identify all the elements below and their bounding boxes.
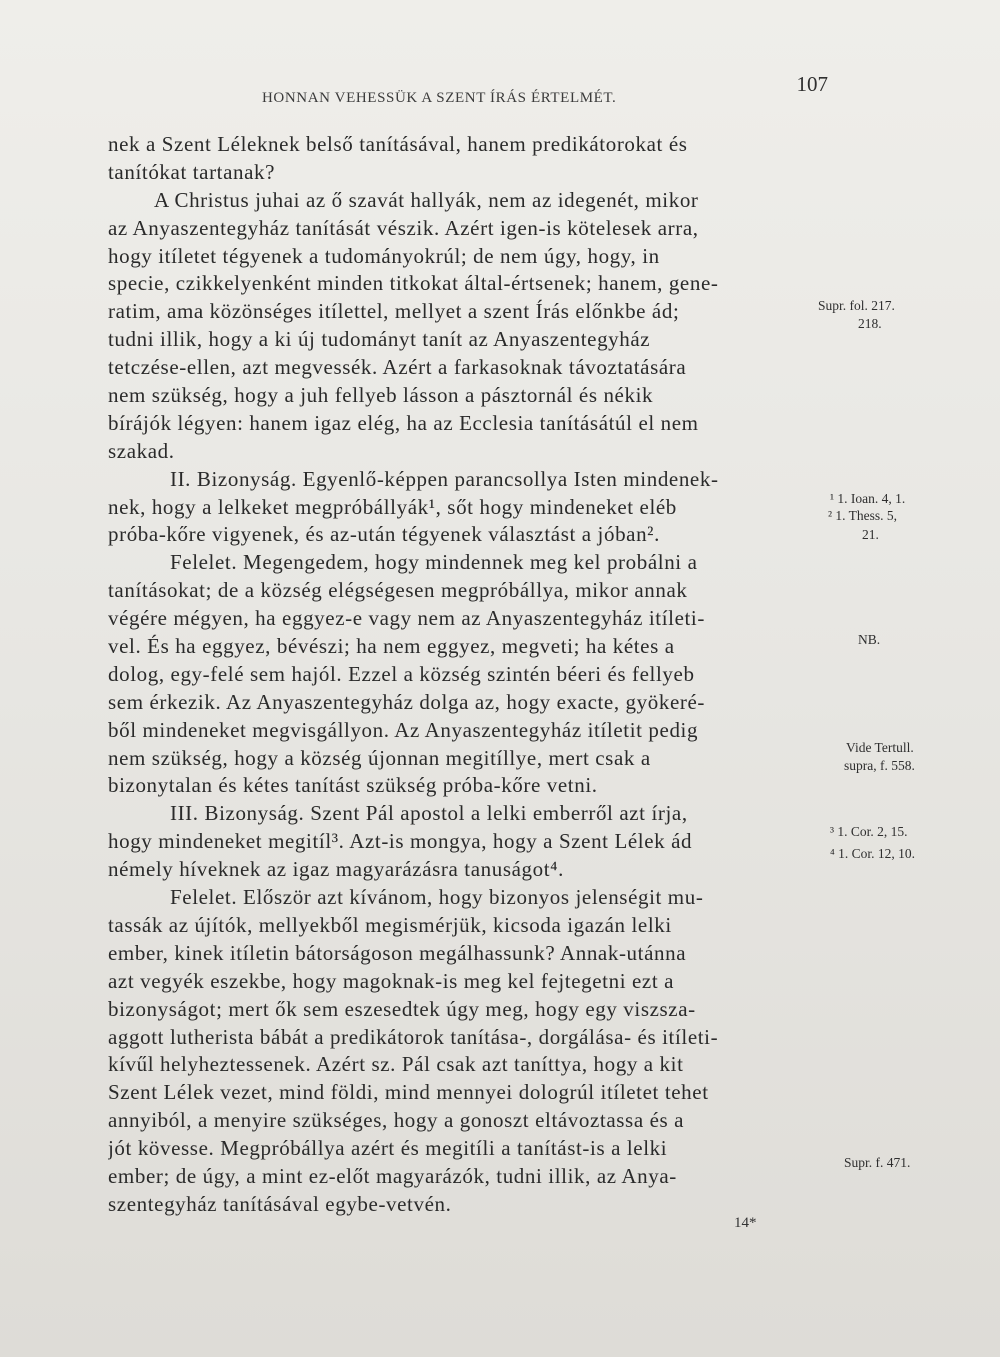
page-header [110,72,828,112]
margin-note: Supr. f. 471. [844,1155,911,1170]
text-line: hogy mindeneket megitíl³. Azt-is mongya, hogy a Szent Lélek ád [108,829,693,854]
text-line: tanításokat; de a község elégségesen megpróbállya, mikor annak [108,578,688,603]
text-line: ember, kinek itíletin bátorságoson megálhassunk? Annak-utánna [108,940,687,965]
text-line: ratim, ama közönséges itílettel, mellyet a szent Írás előnkbe ád; [108,299,680,324]
text-line: próba-kőre vigyenek, és az-után tégyenek választást a jóban². [108,522,660,547]
margin-note: ⁴ 1. Cor. 12, 10. [830,846,915,861]
text-line: hogy itíletet tégyenek a tudományokrúl; de nem úgy, hogy, in [108,243,660,268]
main-text-block [108,131,824,1219]
margin-note: ¹ 1. Ioan. 4, 1. [830,491,906,506]
text-line: tudni illik, hogy a ki új tudományt tanít az Anyaszentegyház [108,327,651,352]
signature-mark: 14* [734,1215,757,1231]
text-line: az Anyaszentegyház tanítását vészik. Azért igen-is kötelesek arra, [108,215,699,240]
text-line: ember; de úgy, a mint ez-előt magyarázók, tudni illik, az Anya- [108,1163,677,1188]
text-line: A Christus juhai az ő szavát hallyák, nem az idegenét, mikor [154,187,699,212]
margin-note: 218. [858,316,882,331]
text-line: specie, czikkelyenként minden titkokat által-értsenek; hanem, gene- [108,271,719,296]
text-line: kívűl helyheztessenek. Azért sz. Pál csak azt taníttya, hogy a kit [108,1052,684,1077]
text-line: némely híveknek az igaz magyarázásra tanuságot⁴. [108,857,564,882]
text-line: tetczése-ellen, azt megvessék. Azért a farkasoknak távoztatására [108,355,687,380]
text-line: tassák az újítók, mellyekből megismérjük, kicsoda igazán lelki [108,912,672,937]
text-line: jót kövesse. Megpróbállya azért és megitíli a tanítást-is a lelki [108,1136,668,1161]
margin-note: 21. [862,527,879,542]
text-line: vel. És ha eggyez, bévészi; ha nem eggyez, megveti; ha kétes a [108,634,675,659]
margin-note: Supr. fol. 217. [818,298,895,313]
text-line: szakad. [108,438,175,463]
text-line: Szent Lélek vezet, mind földi, mind mennyei dologrúl itíletet tehet [108,1080,709,1105]
text-line: nem szükség, hogy a község újonnan megitíllye, mert csak a [108,745,651,770]
text-line: bizonytalan és kétes tanítást szükség próba-kőre vetni. [108,773,598,798]
page-number: 107 [796,72,828,96]
text-line: bírájók légyen: hanem igaz elég, ha az Ecclesia tanításátúl el nem [108,410,699,435]
text-line: végére mégyen, ha eggyez-e vagy nem az Anyaszentegyház itíleti- [108,606,705,631]
text-line: szentegyház tanításával egybe-vetvén. [108,1191,452,1216]
text-line: tanítókat tartanak? [108,159,276,184]
margin-note: ³ 1. Cor. 2, 15. [830,824,908,839]
answer-line: Felelet. Először azt kívánom, hogy bizonyos jelenségit mu- [170,885,704,910]
section-heading-line: III. Bizonyság. Szent Pál apostol a lelki emberről azt írja, [170,801,688,826]
text-line: nek a Szent Léleknek belső tanításával, hanem predikátorokat és [108,132,688,156]
running-title: HONNAN VEHESSÜK A SZENT ÍRÁS ÉRTELMÉT. [262,90,617,106]
answer-line: Felelet. Megengedem, hogy mindennek meg kel probálni a [170,550,698,575]
text-line: aggott lutherista bábát a predikátorok tanítása-, dorgálása- és itíleti- [108,1024,719,1049]
margin-note: supra, f. 558. [844,758,915,773]
text-line: sem érkezik. Az Anyaszentegyház dolga az, hogy exacte, gyökeré- [108,689,705,714]
text-line: dolog, egy-felé sem hajól. Ezzel a község szintén béeri és fellyeb [108,661,695,686]
text-line: bizonyságot; mert ők sem eszesedtek úgy meg, hogy egy viszsza- [108,996,696,1021]
text-line: annyiból, a menyire szükséges, hogy a gonoszt eltávoztassa és a [108,1108,685,1133]
text-line: nem szükség, hogy a juh fellyeb lásson a pásztornál és nékik [108,383,654,408]
margin-note: ² 1. Thess. 5, [828,508,898,523]
margin-note: NB. [858,632,881,647]
text-line: azt vegyék eszekbe, hogy magoknak-is meg kel fejtegetni ezt a [108,968,675,993]
margin-note: Vide Tertull. [846,740,914,755]
text-line: ből mindeneket megvisgállyon. Az Anyaszentegyház itíletit pedig [108,717,699,742]
text-line: nek, hogy a lelkeket megpróbállyák¹, sőt hogy mindeneket eléb [108,494,677,519]
section-heading-line: II. Bizonyság. Egyenlő-képpen parancsollya Isten mindenek- [170,466,719,491]
